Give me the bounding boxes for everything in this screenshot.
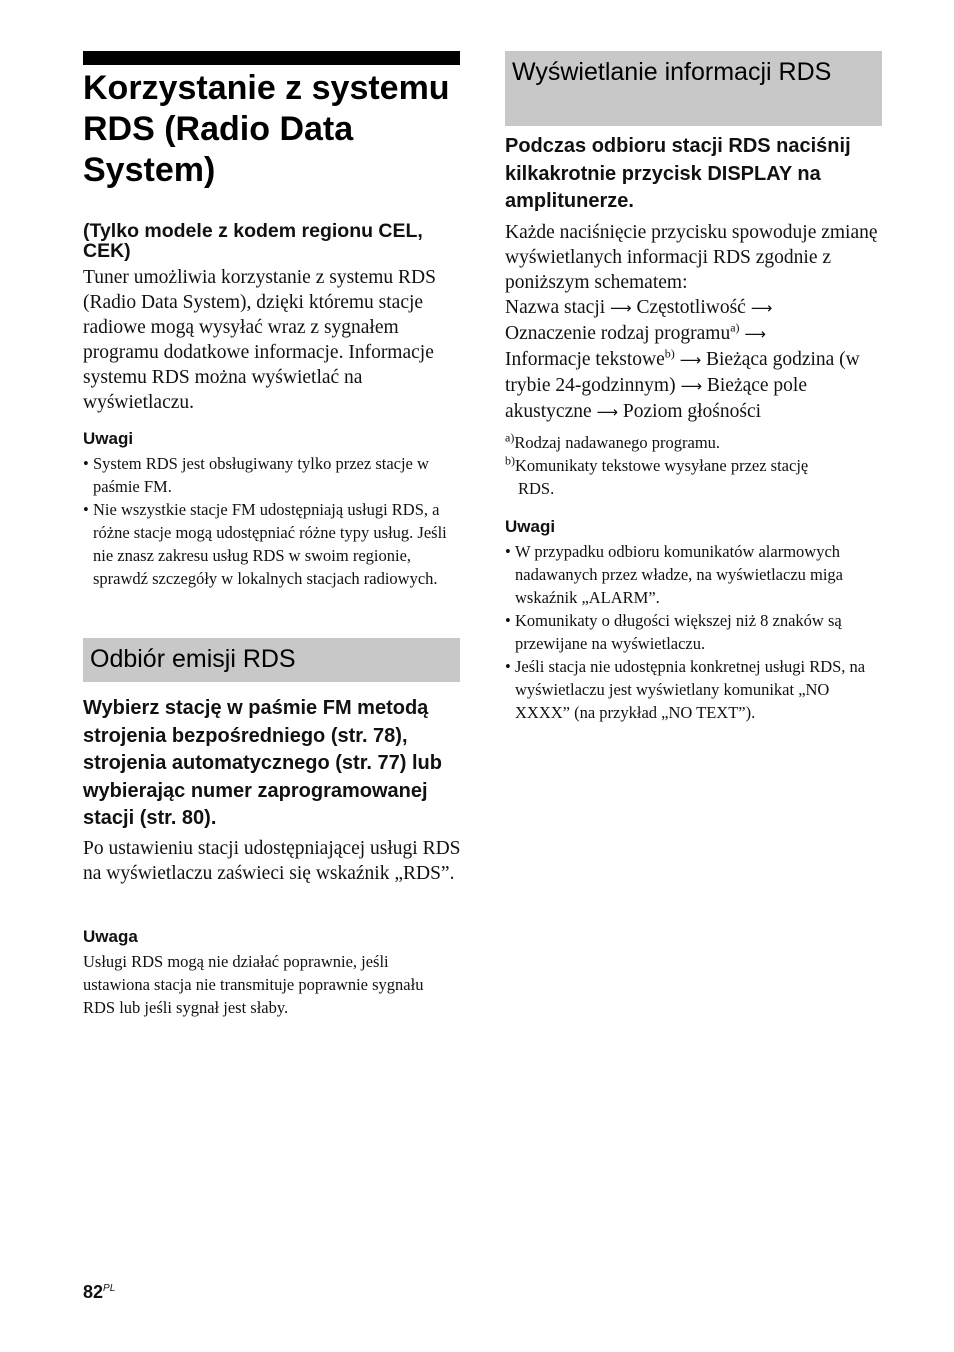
sequence-item: Bieżące pole akustyczne: [505, 375, 808, 422]
note-title: Uwaga: [83, 927, 138, 946]
page-language: PL: [103, 1283, 116, 1294]
notes-list: [505, 540, 885, 724]
arrow-icon: ⟶: [680, 377, 702, 395]
note-item: • Nie wszystkie stacje FM udostępniają usługi RDS, a różne stacje mogą udostępniać różne typy usług. Jeśli nie znasz zakresu usług RDS w swoim regionie, sprawdź szczegóły w lokalnych stacjach radiowych.: [83, 498, 463, 590]
sequence-item: Częstotliwość: [636, 297, 746, 318]
step-text-block: [505, 220, 887, 425]
notes-list: [83, 452, 463, 590]
arrow-icon: ⟶: [610, 299, 632, 317]
note-item: • Komunikaty o długości większej niż 8 znaków są przewijane na wyświetlaczu.: [505, 609, 885, 655]
note-item: • Jeśli stacja nie udostępnia konkretnej usługi RDS, na wyświetlaczu jest wyświetlany komunikat „NO XXXX” (na przykład „NO TEXT”).: [505, 655, 885, 724]
step-instruction: Podczas odbioru stacji RDS naciśnij kilkakrotnie przycisk DISPLAY na amplitunerze.: [505, 135, 851, 212]
note-text: Usługi RDS mogą nie działać poprawnie, jeśli ustawiona stacja nie transmituje poprawnie sygnału RDS lub jeśli sygnał jest słaby.: [83, 952, 424, 1017]
arrow-icon: ⟶: [744, 325, 766, 343]
sequence-item: Oznaczenie rodzaj programu: [505, 323, 731, 344]
page-number: [83, 1282, 115, 1303]
region-sub-heading: (Tylko modele z kodem regionu CEL, CEK): [83, 220, 423, 262]
step-text: Każde naciśnięcie przycisku spowoduje zmianę wyświetlanych informacji RDS zgodnie z poniższym schematem:: [505, 222, 878, 293]
note-item: • W przypadku odbioru komunikatów alarmowych nadawanych przez władze, na wyświetlaczu miga wskaźnik „ALARM”.: [505, 540, 885, 609]
section-heading-rds-reception: Odbiór emisji RDS: [83, 638, 460, 682]
notes-title: Uwagi: [505, 517, 556, 536]
sequence-item: Nazwa stacji: [505, 297, 606, 318]
footnote: [505, 453, 809, 475]
arrow-icon: ⟶: [596, 403, 619, 421]
note-item: • System RDS jest obsługiwany tylko przez stacje w paśmie FM.: [83, 452, 463, 498]
step-instruction: Wybierz stację w paśmie FM metodą strojenia bezpośredniego (str. 78), strojenia automatycznego (str. 77) lub wybierając numer zaprogramowanej stacji (str. 80).: [83, 697, 442, 829]
footnotes: [505, 431, 885, 500]
sequence-item: Informacje tekstowe: [505, 349, 665, 370]
footnote-text: Komunikaty tekstowe wysyłane przez stację: [515, 456, 809, 475]
footnote-text: RDS.: [518, 479, 555, 498]
sequence-item: Bieżąca godzina (w trybie 24-godzinnym): [505, 349, 860, 396]
footnote-mark: b): [505, 453, 515, 468]
footnote-ref: a): [730, 320, 740, 335]
notes-title: Uwagi: [83, 429, 134, 448]
footnote: [505, 430, 721, 452]
footnote-ref: b): [664, 346, 675, 361]
footnote-mark: a): [505, 430, 515, 445]
arrow-icon: ⟶: [750, 299, 773, 317]
step-text: Po ustawieniu stacji udostępniającej usługi RDS na wyświetlaczu zaświeci się wskaźnik „RDS”.: [83, 838, 461, 884]
footnote-text: Rodzaj nadawanego programu.: [514, 433, 721, 452]
section-heading-rds-display: Wyświetlanie informacji RDS: [505, 51, 882, 126]
page-number-value: 82: [83, 1282, 104, 1302]
title-rule: [83, 51, 460, 65]
page-title: Korzystanie z systemu RDS (Radio Data System): [83, 69, 450, 189]
arrow-icon: ⟶: [679, 351, 702, 369]
sequence-item: Poziom głośności: [622, 401, 762, 422]
intro-text: Tuner umożliwia korzystanie z systemu RDS (Radio Data System), dzięki któremu stacje radiowe mogą wysyłać wraz z sygnałem programu dodatkowe informacje. Informacje systemu RDS można wyświetlać na wyświetlaczu.: [83, 267, 436, 413]
